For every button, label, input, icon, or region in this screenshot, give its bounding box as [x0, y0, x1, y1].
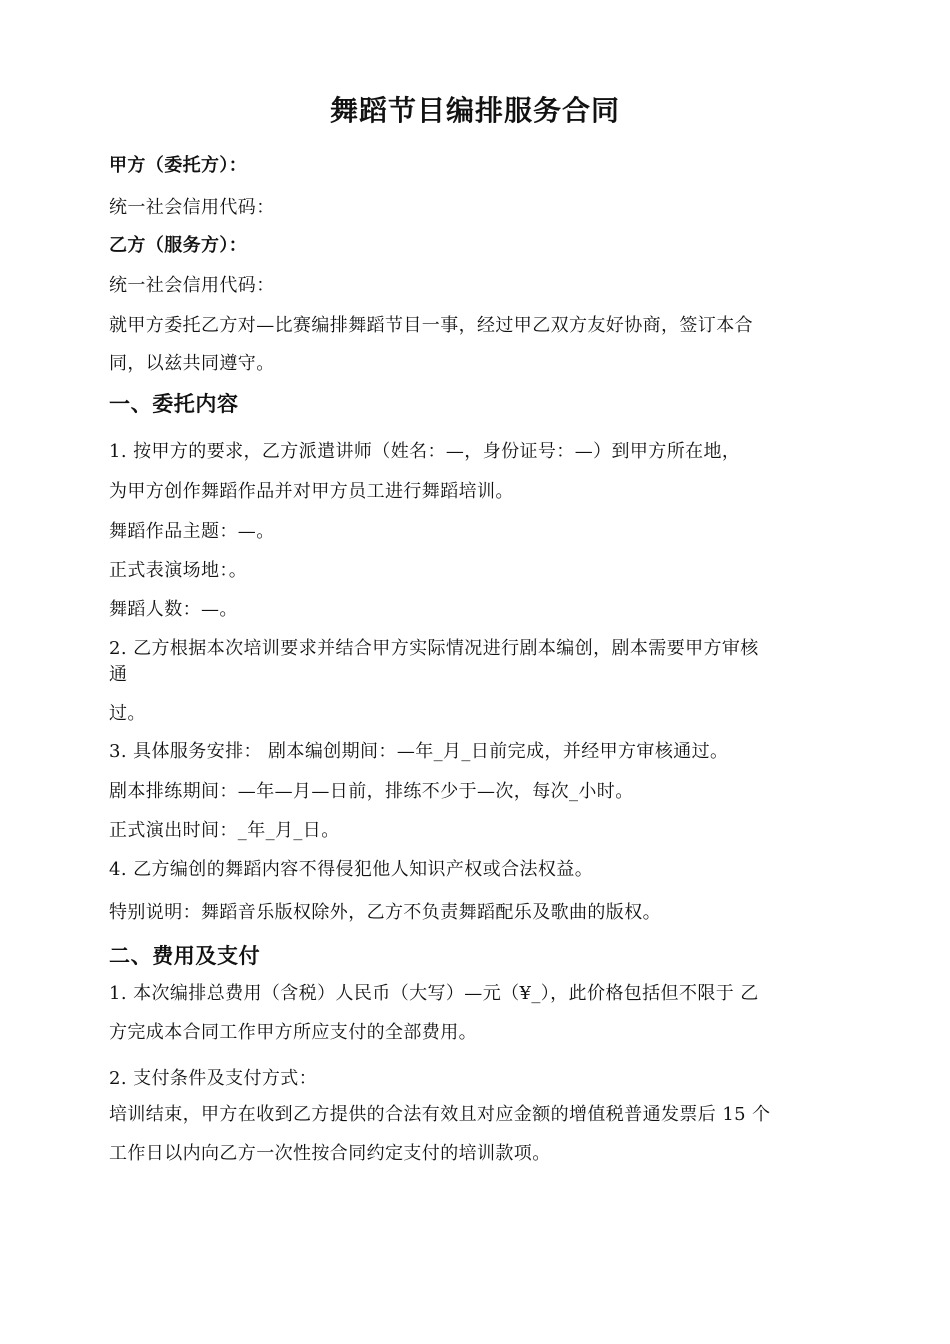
section-heading-commission: 一、委托内容 — [109, 392, 239, 416]
clause-2-line-2: 通 — [109, 664, 128, 685]
section-heading-fees: 二、费用及支付 — [109, 944, 261, 968]
payment-line-2: 工作日以内向乙方一次性按合同约定支付的培训款项。 — [109, 1143, 551, 1164]
document-title: 舞蹈节目编排服务合同 — [329, 94, 620, 127]
performance-venue: 正式表演场地：。 — [109, 560, 248, 581]
clause-1-line-1: 1. 按甲方的要求，乙方派遣讲师（姓名：—，身份证号：—）到甲方所在地， — [109, 441, 741, 462]
clause-2-line-1: 2. 乙方根据本次培训要求并结合甲方实际情况进行剧本编创，剧本需要甲方审核 — [109, 638, 759, 659]
clause-1-line-2: 为甲方创作舞蹈作品并对甲方员工进行舞蹈培训。 — [109, 481, 514, 502]
special-note: 特别说明：舞蹈音乐版权除外，乙方不负责舞蹈配乐及歌曲的版权。 — [109, 902, 661, 923]
party-b-credit-code: 统一社会信用代码： — [109, 275, 275, 296]
clause-3-schedule: 3. 具体服务安排： 剧本编创期间：—年_月_日前完成，并经甲方审核通过。 — [109, 741, 729, 762]
intro-line-1: 就甲方委托乙方对—比赛编排舞蹈节目一事，经过甲乙双方友好协商，签订本合 — [109, 315, 753, 336]
clause-4: 4. 乙方编创的舞蹈内容不得侵犯他人知识产权或合法权益。 — [109, 859, 594, 880]
party-b-label: 乙方（服务方）： — [109, 235, 248, 256]
fee-clause-2: 2. 支付条件及支付方式： — [109, 1068, 318, 1089]
fee-clause-1-line-2: 方完成本合同工作甲方所应支付的全部费用。 — [109, 1022, 477, 1043]
dancer-count: 舞蹈人数：—。 — [109, 599, 238, 620]
show-time: 正式演出时间：_年_月_日。 — [109, 820, 340, 841]
party-a-credit-code: 统一社会信用代码： — [109, 197, 275, 218]
clause-2-line-3: 过。 — [109, 703, 146, 724]
rehearsal-period: 剧本排练期间：—年—月—日前，排练不少于—次，每次_小时。 — [109, 781, 634, 802]
dance-theme: 舞蹈作品主题：—。 — [109, 521, 275, 542]
fee-clause-1-line-1: 1. 本次编排总费用（含税）人民币（大写）—元（¥_），此价格包括但不限于 乙 — [109, 983, 759, 1004]
party-a-label: 甲方（委托方）： — [109, 155, 248, 176]
payment-line-1: 培训结束，甲方在收到乙方提供的合法有效且对应金额的增值税普通发票后 15 个 — [109, 1104, 771, 1125]
intro-line-2: 同，以兹共同遵守。 — [109, 353, 275, 374]
